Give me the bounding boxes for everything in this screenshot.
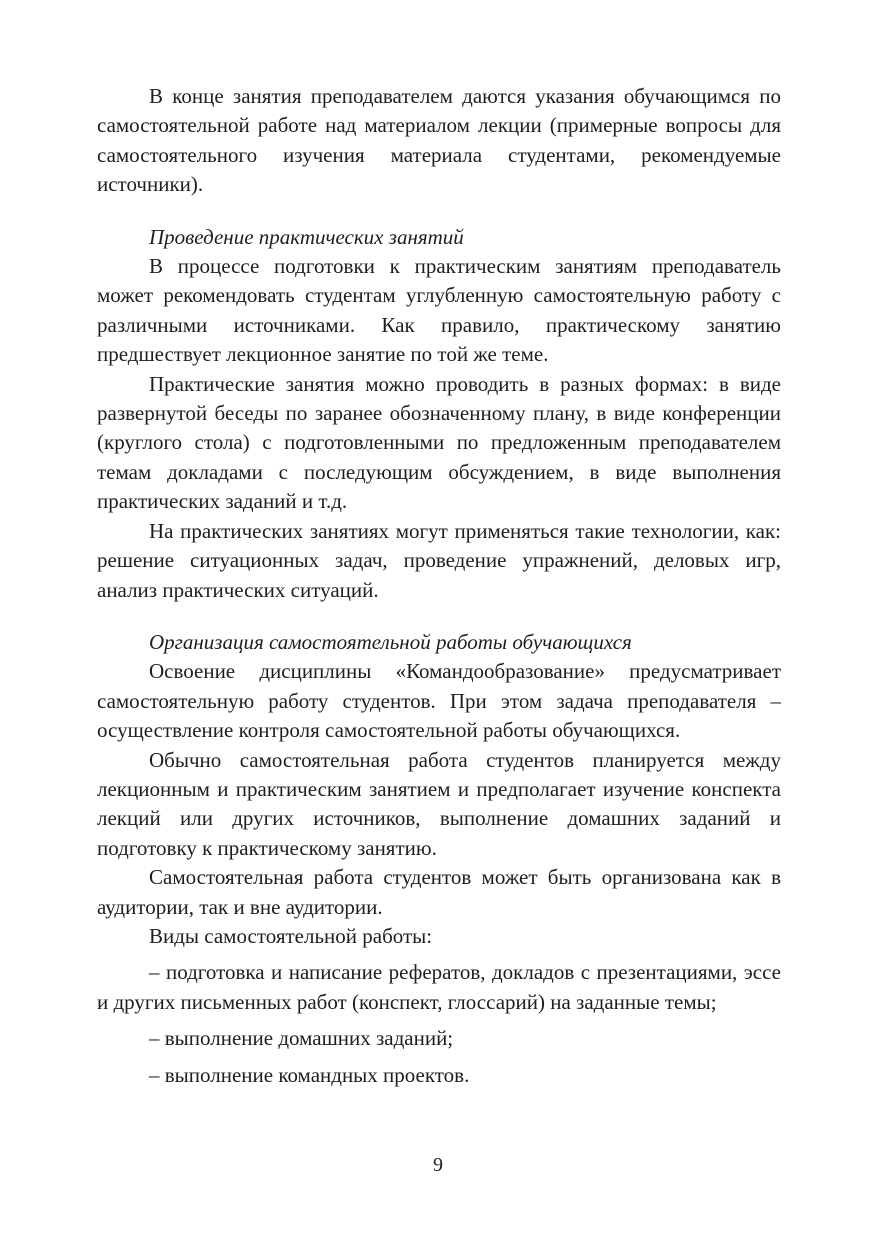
section-heading-independent: Организация самостоятельной работы обучающихся	[149, 629, 632, 654]
practical-paragraph-1: В процессе подготовки к практическим занятиям преподаватель может рекомендовать студентам углубленную самостоятельную работу с различными источниками. Как правило, практическому занятию предшествует лекционное занятие по той же теме.	[97, 254, 781, 367]
independent-paragraph-3: Самостоятельная работа студентов может быть организована как в аудитории, так и вне аудитории.	[97, 865, 781, 919]
list-item: – выполнение домашних заданий;	[149, 1026, 454, 1051]
page-number: 9	[433, 1154, 443, 1176]
list-item: – подготовка и написание рефератов, докладов с презентациями, эссе и других письменных работ (конспект, глоссарий) на заданные темы;	[97, 960, 781, 1014]
list-intro: Виды самостоятельной работы:	[149, 923, 433, 948]
section-heading-practical: Проведение практических занятий	[149, 224, 464, 249]
page-text-body	[97, 82, 781, 1090]
practical-paragraph-2: Практические занятия можно проводить в разных формах: в виде развернутой беседы по заранее обозначенному плану, в виде конференции (круглого стола) с подготовленными по предложенным преподавателем темам докладами с последующим обсуждением, в виде выполнения практических заданий и т.д.	[97, 371, 781, 514]
independent-paragraph-2: Обычно самостоятельная работа студентов планируется между лекционным и практическим занятием и предполагает изучение конспекта лекций или других источников, выполнение домашних заданий и подготовку к практическому занятию.	[97, 747, 781, 860]
practical-paragraph-3: На практических занятиях могут применяться такие технологии, как: решение ситуационных задач, проведение упражнений, деловых игр, анализ практических ситуаций.	[97, 518, 781, 602]
list-item: – выполнение командных проектов.	[149, 1062, 470, 1087]
intro-paragraph: В конце занятия преподавателем даются указания обучающимся по самостоятельной работе над материалом лекции (примерные вопросы для самостоятельного изучения материала студентами, рекомендуемые источники).	[97, 84, 781, 197]
independent-paragraph-1: Освоение дисциплины «Командообразование» предусматривает самостоятельную работу студентов. При этом задача преподавателя – осуществление контроля самостоятельной работы обучающихся.	[97, 659, 781, 743]
